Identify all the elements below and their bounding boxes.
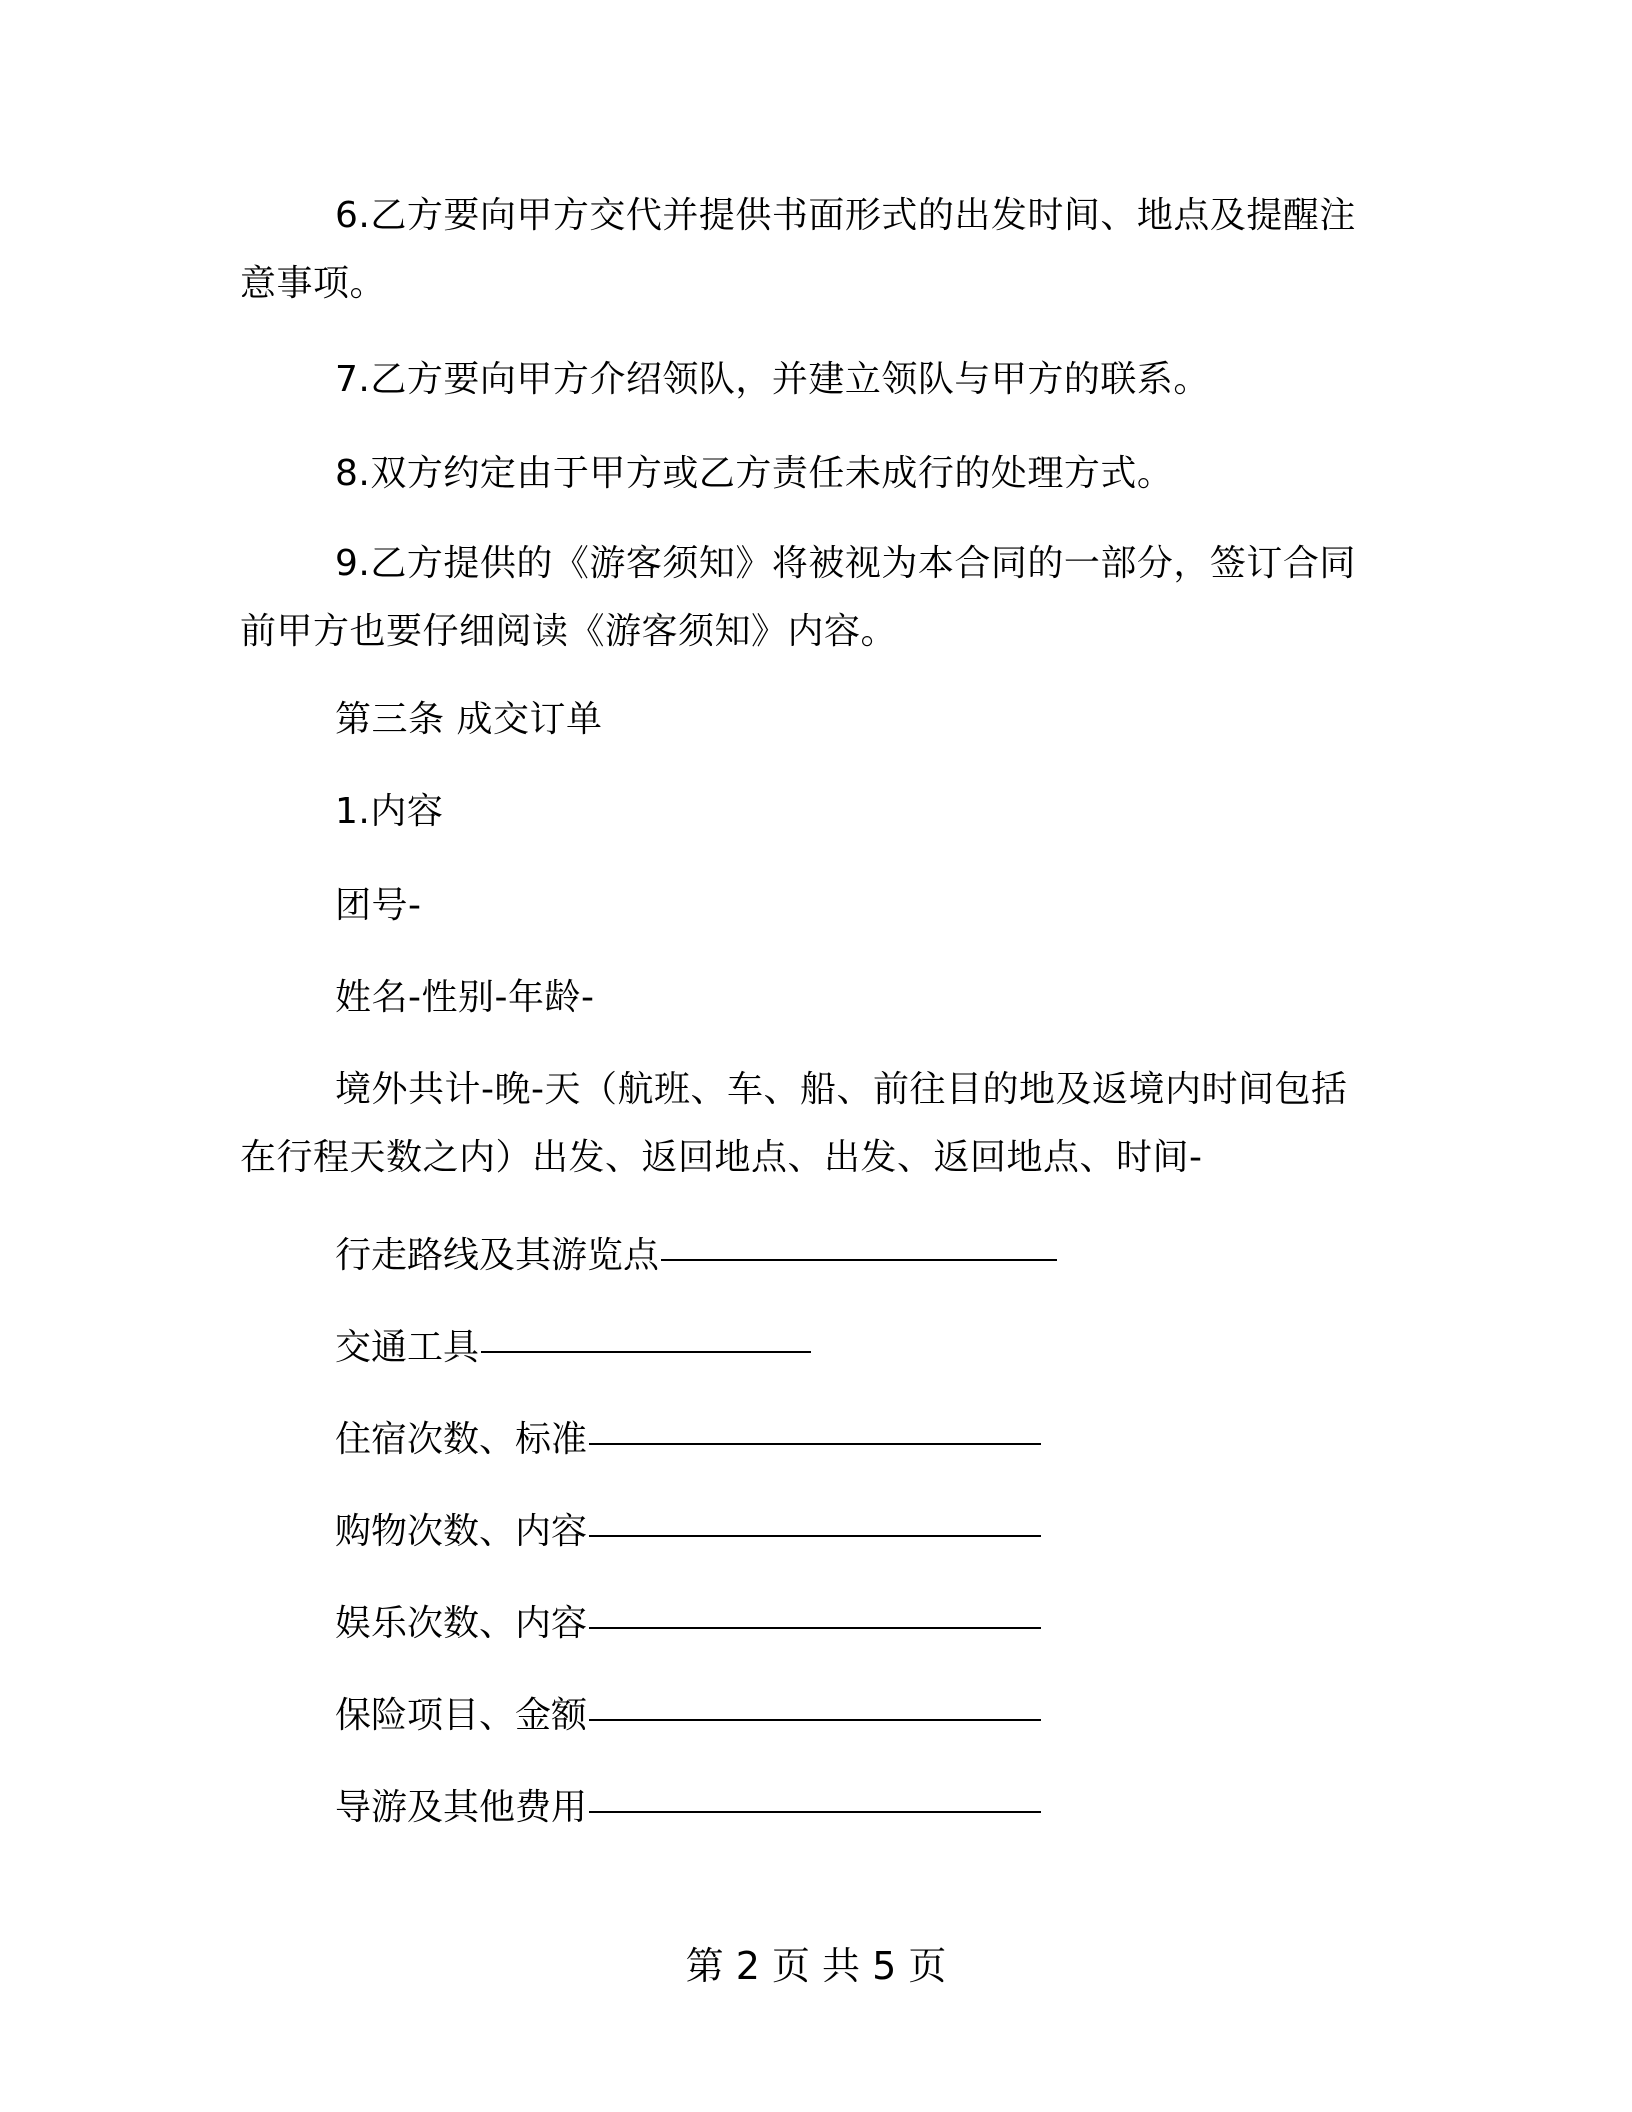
lodging-field	[335, 1406, 1041, 1474]
person-info-line: 姓名-性别-年龄-	[335, 977, 595, 1018]
insurance-blank[interactable]	[589, 1718, 1041, 1721]
entertainment-field	[335, 1590, 1041, 1658]
paragraph-item-6: 6.乙方要向甲方交代并提供书面形式的出发时间、地点及提醒注意事项。	[240, 195, 1356, 304]
insurance-label: 保险项目、金额	[335, 1695, 588, 1736]
transport-blank[interactable]	[481, 1350, 811, 1353]
shopping-label: 购物次数、内容	[335, 1511, 588, 1552]
paragraph-item-7: 7.乙方要向甲方介绍领队，并建立领队与甲方的联系。	[335, 359, 1210, 400]
content-heading: 1.内容	[335, 791, 444, 832]
group-number-line: 团号-	[335, 885, 422, 926]
guide-fee-field	[335, 1774, 1041, 1842]
entertainment-blank[interactable]	[589, 1626, 1041, 1629]
entertainment-label: 娱乐次数、内容	[335, 1603, 588, 1644]
lodging-label: 住宿次数、标准	[335, 1419, 588, 1460]
paragraph-item-8: 8.双方约定由于甲方或乙方责任未成行的处理方式。	[335, 453, 1174, 494]
transport-label: 交通工具	[335, 1327, 480, 1368]
route-field	[335, 1222, 1057, 1290]
shopping-blank[interactable]	[589, 1534, 1041, 1537]
shopping-field	[335, 1498, 1041, 1566]
route-blank[interactable]	[661, 1258, 1057, 1261]
page-number-footer: 第 2 页 共 5 页	[685, 1944, 947, 1988]
abroad-itinerary-paragraph: 境外共计-晚-天（航班、车、船、前往目的地及返境内时间包括在行程天数之内）出发、返回地点、出发、返回地点、时间-	[240, 1069, 1348, 1178]
insurance-field	[335, 1682, 1041, 1750]
lodging-blank[interactable]	[589, 1442, 1041, 1445]
paragraph-item-9: 9.乙方提供的《游客须知》将被视为本合同的一部分，签订合同前甲方也要仔细阅读《游客须知》内容。	[240, 543, 1356, 652]
transport-field	[335, 1314, 811, 1382]
guide-fee-label: 导游及其他费用	[335, 1787, 588, 1828]
article-heading: 第三条 成交订单	[335, 699, 603, 740]
route-label: 行走路线及其游览点	[335, 1235, 660, 1276]
guide-fee-blank[interactable]	[589, 1810, 1041, 1813]
